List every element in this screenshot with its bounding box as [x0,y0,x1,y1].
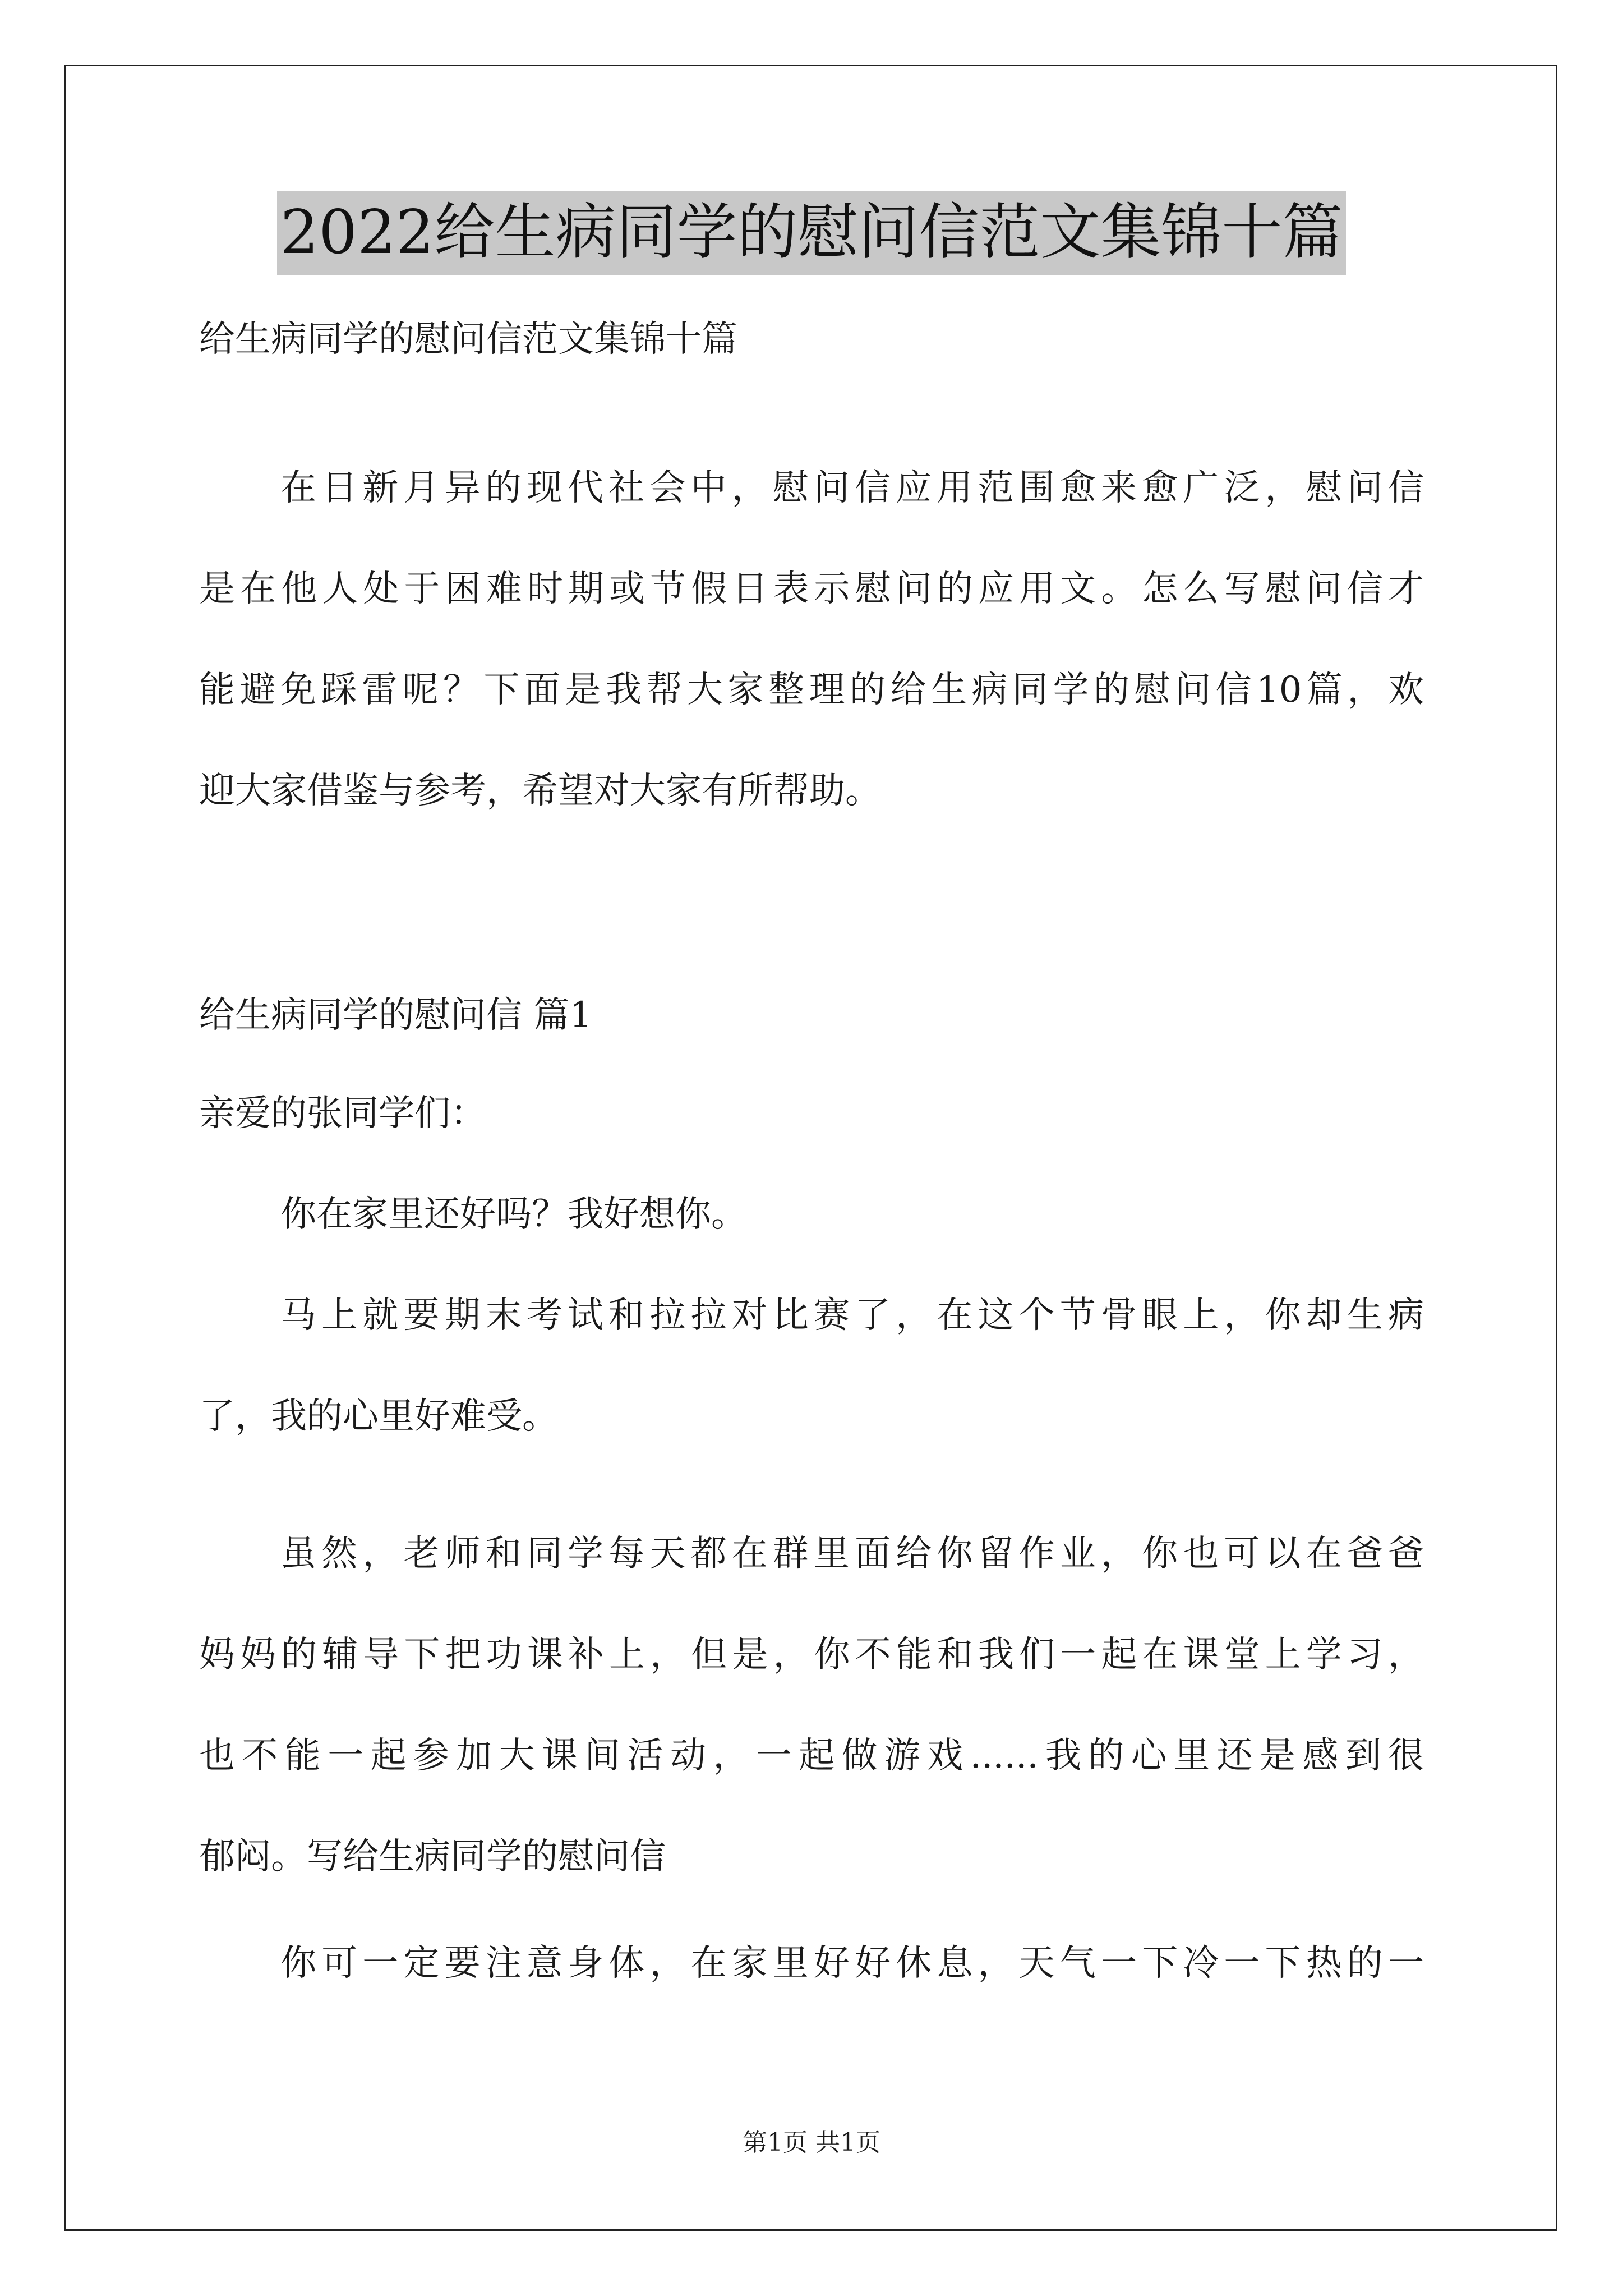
document-title-text: 2022给生病同学的慰问信范文集锦十篇 [277,191,1347,275]
section-heading: 给生病同学的慰问信 篇1 [199,995,593,1036]
salutation: 亲爱的张同学们： [199,1093,486,1134]
body-line-6: 也不能一起参加大课间活动，一起做游戏......我的心里还是感到很 [199,1735,1424,1777]
intro-line-4: 迎大家借鉴与参考，希望对大家有所帮助。 [199,770,881,812]
intro-line-1: 在日新月异的现代社会中，慰问信应用范围愈来愈广泛，慰问信 [280,467,1424,509]
page-border [64,65,1557,2231]
body-line-4: 虽然，老师和同学每天都在群里面给你留作业，你也可以在爸爸 [280,1533,1424,1575]
body-line-8: 你可一定要注意身体，在家里好好休息，天气一下冷一下热的一 [280,1943,1424,1984]
body-line-1: 你在家里还好吗？我好想你。 [280,1194,747,1235]
intro-line-2: 是在他人处于困难时期或节假日表示慰问的应用文。怎么写慰问信才 [199,568,1424,610]
intro-line-3: 能避免踩雷呢？下面是我帮大家整理的给生病同学的慰问信10篇，欢 [199,669,1424,711]
body-line-3: 了，我的心里好难受。 [199,1396,558,1437]
body-line-5: 妈妈的辅导下把功课补上，但是，你不能和我们一起在课堂上学习， [199,1634,1424,1676]
body-line-2: 马上就要期末考试和拉拉对比赛了，在这个节骨眼上，你却生病 [280,1295,1424,1336]
page-footer: 第1页 共1页 [743,2128,880,2157]
document-title [0,191,1623,275]
body-line-7: 郁闷。写给生病同学的慰问信 [199,1836,666,1878]
document-subtitle: 给生病同学的慰问信范文集锦十篇 [199,319,737,360]
